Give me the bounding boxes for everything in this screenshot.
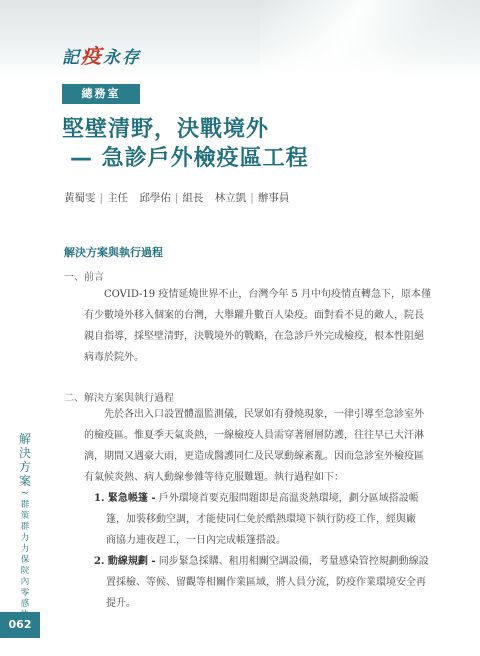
- side-char: 案: [18, 474, 31, 488]
- author-role: 辦事員: [257, 192, 290, 204]
- text-line: 有少數境外移入個案的台灣，大舉躍升數百人染疫。面對看不見的敵人，院長: [84, 310, 424, 321]
- side-char: 決: [18, 446, 31, 460]
- item-label: 1. 緊急帳篷 -: [94, 493, 156, 504]
- item-text: 戶外環境首要克服問題即是高溫炎熱環境，劃分區域搭設帳: [158, 493, 419, 504]
- author-name: 林立凱: [214, 192, 247, 204]
- text-line: 病毒於院外。: [84, 352, 144, 363]
- logo-part-1: 記: [62, 48, 81, 68]
- page-number: 062: [0, 612, 40, 638]
- side-char: 力: [20, 544, 30, 554]
- side-char: 群: [20, 522, 30, 532]
- column-logo: [62, 40, 141, 69]
- side-tilde: ~: [20, 488, 30, 499]
- item-line: 提升。: [106, 598, 136, 609]
- side-char: 內: [20, 577, 30, 587]
- paragraph-intro: [64, 284, 444, 368]
- item-label: 2. 動線規劃 -: [94, 556, 156, 567]
- side-char: 群: [20, 500, 30, 510]
- department-label: 總務室: [62, 84, 140, 104]
- text-line: 親自指導，採堅壁清野，決戰境外的戰略，在急診戶外完成檢疫，根本性阻絕: [84, 331, 424, 342]
- logo-part-2: 疫: [81, 44, 103, 68]
- list-item: [94, 551, 444, 614]
- text-line: 有氣候炎熱、病人動線參雜等待克服難題。執行過程如下：: [84, 472, 344, 483]
- side-char: 保: [20, 555, 30, 565]
- side-chapter-label: [14, 432, 36, 621]
- item-line: [94, 551, 444, 572]
- item-line: 篷，加裝移動空調，才能使同仁免於酷熱環境下執行防疫工作，經與廠: [106, 514, 416, 525]
- separator: |: [174, 192, 179, 204]
- section-title: 解決方案與執行過程: [64, 246, 163, 259]
- separator: |: [99, 192, 104, 204]
- author-role: 主任: [107, 192, 129, 204]
- item-line: [94, 488, 444, 509]
- article-title-line-1: 堅壁清野，決戰境外: [62, 117, 270, 142]
- side-char: 方: [18, 460, 31, 474]
- list-item: [94, 488, 444, 551]
- author-name: 邱學佑: [139, 192, 171, 204]
- logo-part-3: 永存: [103, 48, 141, 68]
- subsection-heading: 一、前言: [64, 272, 104, 283]
- side-char: 零: [20, 588, 30, 598]
- article-title-line-2: — 急診戶外檢疫區工程: [70, 146, 309, 171]
- item-text: 同步緊急採購、租用相關空調設備，考量感染管控規劃動線設: [158, 556, 429, 567]
- header-swoosh: [260, 0, 480, 78]
- side-char: 解: [18, 432, 31, 446]
- subsection-heading: 二、解決方案與執行過程: [64, 393, 174, 404]
- author-name: 黃蜀雯: [64, 192, 96, 204]
- author-role: 組長: [182, 192, 204, 204]
- item-line: 商協力連夜趕工，一日內完成帳篷搭設。: [106, 535, 286, 546]
- author-line: [64, 190, 289, 205]
- separator: |: [250, 192, 254, 204]
- item-line: 置採檢、等候、留觀等相關作業區域，將人員分流，防疫作業環境安全再: [106, 577, 426, 588]
- text-line: COVID-19 疫情延燒世界不止，台灣今年 5 月中旬疫情直轉急下，原本僅: [104, 289, 432, 300]
- side-char: 感: [20, 599, 30, 609]
- side-char: 力: [20, 533, 30, 543]
- side-char: 策: [20, 511, 30, 521]
- paragraph-process: [64, 404, 444, 488]
- text-line: 的檢疫區。惟夏季天氣炎熱，一線檢疫人員需穿著層層防護，往往早已大汗淋: [84, 430, 424, 441]
- text-line: 先於各出入口設置體溫監測儀，民眾如有發燒現象，一律引導至急診室外: [104, 409, 424, 420]
- side-char: 院: [20, 566, 30, 576]
- text-line: 漓，期間又遇豪大雨，更造成醫護同仁及民眾動線紊亂。因而急診室外檢疫區: [84, 451, 424, 462]
